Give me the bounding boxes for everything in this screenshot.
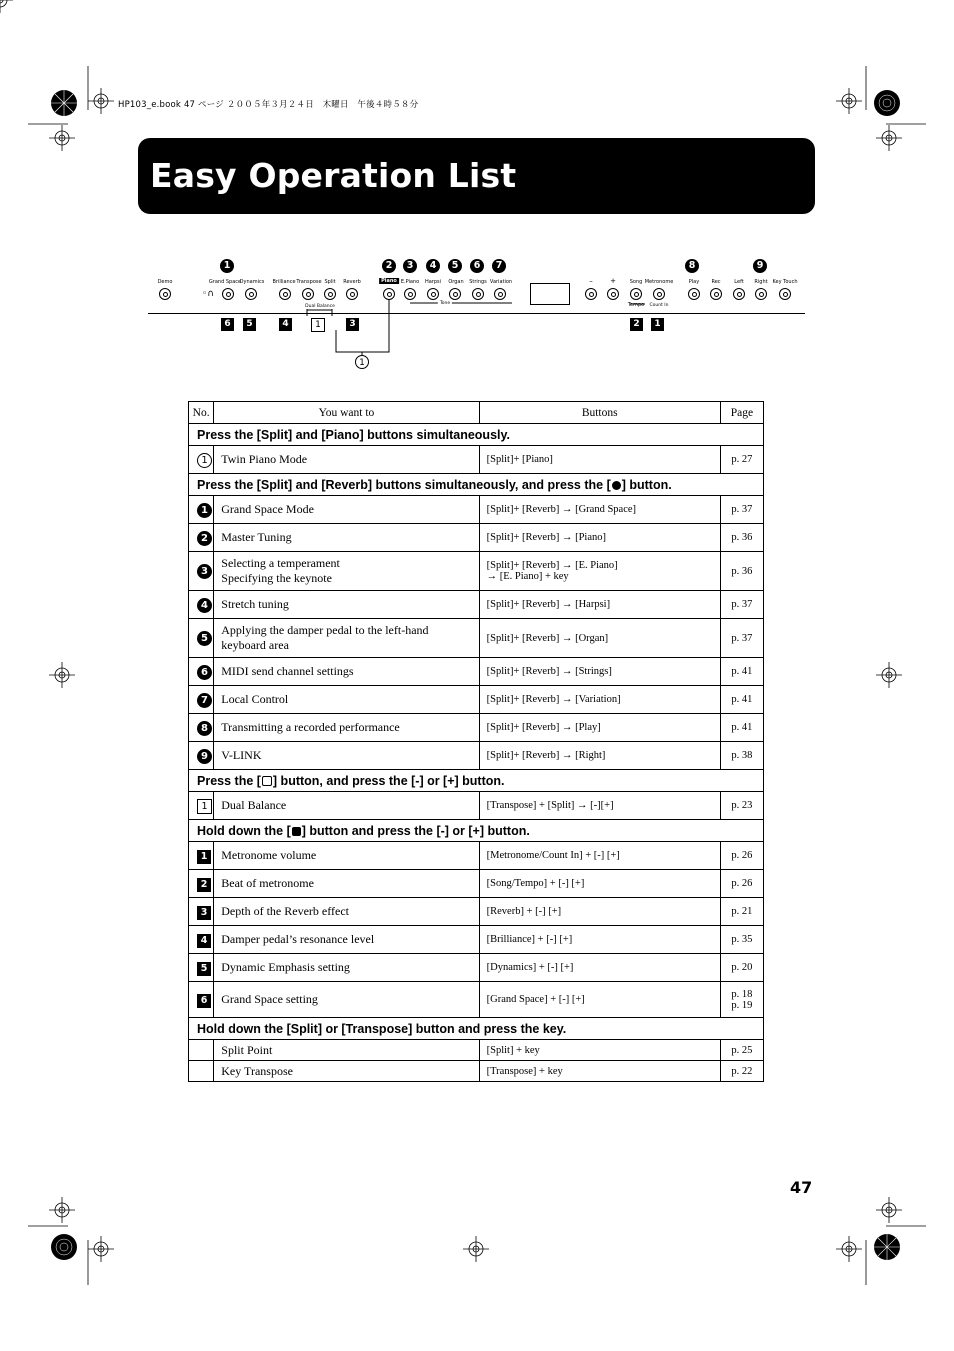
marker-top: 8	[685, 259, 699, 273]
panel-label-right: Right	[754, 279, 768, 285]
marker-bottom: 4	[279, 318, 292, 331]
panel-label-metronome: Metronome	[644, 279, 674, 285]
file-info: HP103_e.book 47 ページ ２００５年３月２４日 木曜日 午後４時５８分	[118, 100, 419, 110]
section-header: Hold down the [ ] button and press the [-] or [+] button.	[189, 820, 764, 842]
marker-top: 3	[403, 259, 417, 273]
panel-label-grand-space: Grand Space	[208, 279, 242, 285]
panel-label-minus: –	[589, 277, 593, 285]
marker-top: 5	[448, 259, 462, 273]
marker-bottom: 3	[346, 318, 359, 331]
headphone-icon: ◦∩	[202, 289, 214, 299]
panel-label-organ: Organ	[448, 279, 464, 285]
table-row: 1 Twin Piano Mode [Split]+ [Piano] p. 27	[189, 446, 764, 474]
marker-top: 7	[492, 259, 506, 273]
table-row: 2 Master Tuning [Split]+ [Reverb] → [Piano] p. 36	[189, 524, 764, 552]
panel-label-rec: Rec	[711, 279, 721, 285]
label-dual-balance: Dual Balance	[305, 304, 335, 309]
marker-top: 4	[426, 259, 440, 273]
table-row: 6 MIDI send channel settings [Split]+ [Reverb] → [Strings] p. 41	[189, 658, 764, 686]
number-square-dark-icon: 2	[197, 878, 211, 892]
panel-label-piano: Piano	[381, 278, 397, 284]
number-circle-dark-icon: 8	[197, 721, 212, 736]
table-row: 3 Selecting a temperament Specifying the keynote [Split]+ [Reverb] → [E. Piano] → [E. Piano] + key p. 36	[189, 552, 764, 591]
panel-button-metronome	[653, 288, 665, 300]
panel-baseline	[148, 313, 805, 314]
panel-label-demo: Demo	[157, 279, 173, 285]
table-row: 4 Damper pedal’s resonance level [Brilliance] + [-] [+] p. 35	[189, 926, 764, 954]
table-row: 2 Beat of metronome [Song/Tempo] + [-] [+] p. 26	[189, 870, 764, 898]
table-row: 6 Grand Space setting [Grand Space] + [-] [+] p. 18 p. 19	[189, 982, 764, 1018]
number-square-dark-icon: 3	[197, 906, 211, 920]
marker-top: 9	[753, 259, 767, 273]
number-circle-dark-icon: 2	[197, 531, 212, 546]
marker-top: 2	[382, 259, 396, 273]
panel-label-brilliance: Brilliance	[272, 279, 296, 285]
easy-operation-table	[188, 401, 764, 1082]
panel-button-epiano	[404, 288, 416, 300]
number-square-dark-icon: 6	[197, 994, 211, 1008]
display-window	[530, 283, 570, 305]
number-circle-dark-icon: 3	[197, 564, 212, 579]
marker-top: 1	[220, 259, 234, 273]
panel-label-play: Play	[688, 279, 700, 285]
panel-label-split: Split	[324, 279, 336, 285]
table-row: 8 Transmitting a recorded performance [Split]+ [Reverb] → [Play] p. 41	[189, 714, 764, 742]
filled-circle-icon	[612, 481, 621, 490]
header-buttons: Buttons	[479, 402, 720, 424]
number-circle-dark-icon: 9	[197, 749, 212, 764]
panel-button-transpose	[302, 288, 314, 300]
panel-button-rec	[710, 288, 722, 300]
table-row: Key Transpose [Transpose] + key p. 22	[189, 1061, 764, 1082]
number-circle-dark-icon: 1	[197, 503, 212, 518]
panel-button-right	[755, 288, 767, 300]
number-square-dark-icon: 1	[197, 850, 211, 864]
section-header: Hold down the [Split] or [Transpose] button and press the key.	[189, 1018, 764, 1040]
label-tempo: Tempo	[627, 302, 645, 308]
section-header: Press the [Split] and [Piano] buttons simultaneously.	[189, 424, 764, 446]
table-row: 5 Dynamic Emphasis setting [Dynamics] + [-] [+] p. 20	[189, 954, 764, 982]
panel-label-song: Song	[629, 279, 643, 285]
panel-label-plus: +	[610, 277, 616, 285]
panel-label-transpose: Transpose	[296, 279, 322, 285]
table-header	[189, 402, 764, 424]
panel-button-harpsi	[427, 288, 439, 300]
panel-label-variation: Variation	[489, 279, 513, 285]
table-row: 1 Metronome volume [Metronome/Count In] + [-] [+] p. 26	[189, 842, 764, 870]
panel-button-strings	[472, 288, 484, 300]
number-circle-outline-icon: 1	[197, 453, 212, 468]
number-square-dark-icon: 5	[197, 962, 211, 976]
table-row: 3 Depth of the Reverb effect [Reverb] + [-] [+] p. 21	[189, 898, 764, 926]
panel-label-reverb: Reverb	[343, 279, 361, 285]
number-circle-dark-icon: 7	[197, 693, 212, 708]
number-circle-dark-icon: 5	[197, 631, 212, 646]
panel-button-key-touch	[779, 288, 791, 300]
header-page: Page	[720, 402, 763, 424]
marker-bottom: 6	[221, 318, 234, 331]
table-row: 7 Local Control [Split]+ [Reverb] → [Variation] p. 41	[189, 686, 764, 714]
panel-label-epiano: E.Piano	[400, 279, 420, 285]
number-circle-dark-icon: 6	[197, 665, 212, 680]
panel-label-left: Left	[734, 279, 744, 285]
page-title: Easy Operation List	[150, 156, 517, 195]
panel-diagram	[0, 0, 954, 380]
outline-square-icon	[262, 776, 272, 786]
table-row: 1 Dual Balance [Transpose] + [Split] → [-][+] p. 23	[189, 792, 764, 820]
label-tone: Tone	[439, 301, 451, 306]
table-row: 5 Applying the damper pedal to the left-hand keyboard area [Split]+ [Reverb] → [Organ] p. 37	[189, 619, 764, 658]
panel-label-dynamics: Dynamics	[239, 279, 265, 285]
header-no: No.	[189, 402, 214, 424]
panel-button-demo	[159, 288, 171, 300]
marker-bottom: 5	[243, 318, 256, 331]
panel-button-brilliance	[279, 288, 291, 300]
number-square-dark-icon: 4	[197, 934, 211, 948]
panel-button-split	[324, 288, 336, 300]
marker-bottom: 1	[651, 318, 664, 331]
table-row: 1 Grand Space Mode [Split]+ [Reverb] → [Grand Space] p. 37	[189, 496, 764, 524]
marker-top: 6	[470, 259, 484, 273]
header-want: You want to	[214, 402, 479, 424]
table-row: 9 V-LINK [Split]+ [Reverb] → [Right] p. 38	[189, 742, 764, 770]
table-row: Split Point [Split] + key p. 25	[189, 1040, 764, 1061]
panel-label-strings: Strings	[469, 279, 487, 285]
panel-button-plus	[607, 288, 619, 300]
section-header: Press the [ ] button, and press the [-] or [+] button.	[189, 770, 764, 792]
panel-button-dynamics	[245, 288, 257, 300]
panel-button-minus	[585, 288, 597, 300]
page-number: 47	[790, 1178, 813, 1197]
panel-label-key-touch: Key Touch	[772, 279, 798, 285]
marker-circle: 1	[355, 355, 369, 369]
panel-button-play	[688, 288, 700, 300]
panel-button-piano	[383, 288, 395, 300]
marker-bottom: 2	[630, 318, 643, 331]
number-square-outline-icon: 1	[197, 799, 212, 814]
marker-bottom-outline: 1	[311, 318, 325, 332]
table-row: 4 Stretch tuning [Split]+ [Reverb] → [Harpsi] p. 37	[189, 591, 764, 619]
panel-button-song	[630, 288, 642, 300]
filled-square-icon	[292, 827, 301, 836]
panel-button-left	[733, 288, 745, 300]
panel-button-grand-space	[222, 288, 234, 300]
panel-button-reverb	[346, 288, 358, 300]
section-header: Press the [Split] and [Reverb] buttons simultaneously, and press the [ ] button.	[189, 474, 764, 496]
number-circle-dark-icon: 4	[197, 598, 212, 613]
panel-button-organ	[449, 288, 461, 300]
label-count-in: Count In	[649, 303, 669, 308]
panel-button-variation	[494, 288, 506, 300]
panel-label-harpsi: Harpsi	[424, 279, 442, 285]
